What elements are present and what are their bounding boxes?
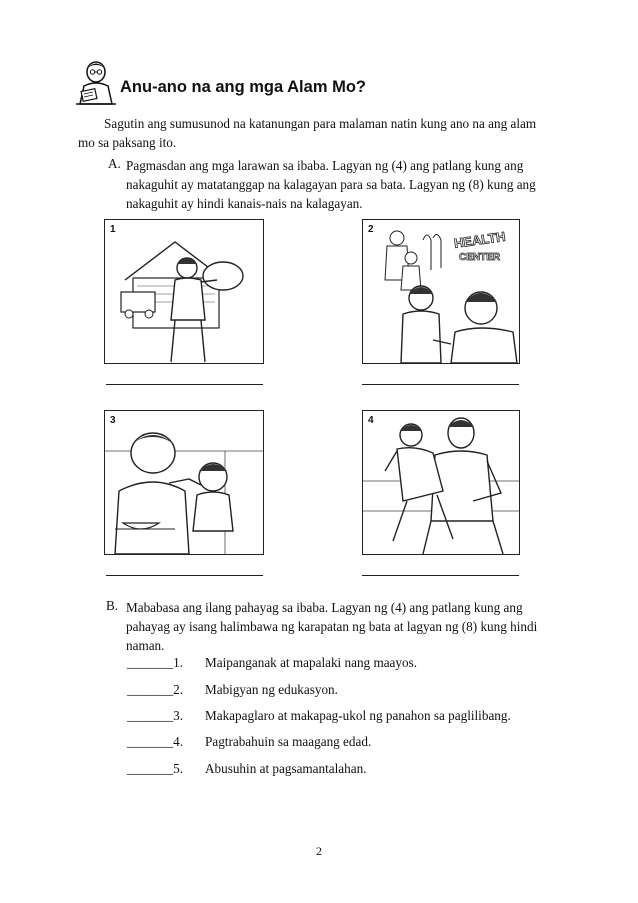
statement-text: Abusuhin at pagsamantalahan. — [205, 761, 367, 776]
picture-3 — [104, 410, 264, 555]
answer-blank[interactable]: _______4. — [127, 734, 184, 749]
picture-4-answer-line[interactable] — [362, 575, 519, 576]
reading-person-icon — [76, 60, 116, 106]
statement-text: Pagtrabahuin sa maagang edad. — [205, 734, 372, 749]
picture-2 — [362, 219, 520, 364]
child-at-health-center-illustration — [363, 220, 519, 363]
picture-3-number: 3 — [110, 415, 116, 426]
statement-text: Mabigyan ng edukasyon. — [205, 682, 338, 697]
section-a-marker: A. — [108, 156, 121, 171]
picture-3-answer-line[interactable] — [106, 575, 263, 576]
center-sign-text: CENTER — [459, 252, 501, 263]
picture-1 — [104, 219, 264, 364]
intro-paragraph: Sagutin ang sumusunod na katanungan para malaman natin kung ano na ang alam mo sa paksang ito. — [78, 116, 537, 150]
answer-blank[interactable]: _______2. — [127, 682, 184, 697]
answer-blank[interactable]: _______1. — [127, 655, 184, 670]
picture-1-number: 1 — [110, 224, 116, 235]
page-number: 2 — [316, 844, 322, 858]
statement-text: Makapaglaro at makapag-ukol ng panahon sa paglilibang. — [205, 708, 511, 723]
picture-2-number: 2 — [368, 224, 374, 235]
section-b-marker: B. — [106, 598, 119, 613]
page-title: Anu-ano na ang mga Alam Mo? — [120, 78, 366, 96]
mother-feeding-child-illustration — [105, 411, 263, 554]
picture-4 — [362, 410, 520, 555]
child-carrying-sack-illustration — [105, 220, 263, 363]
health-sign-text: HEALTH — [453, 228, 507, 251]
section-a-instructions: Pagmasdan ang mga larawan sa ibaba. Lagyan ng (4) ang patlang kung ang nakaguhit ay matatanggap na kalagayan para sa bata. Lagyan ng (8) kung ang nakaguhit ay hindi kanais-nais na kalagayan. — [126, 158, 536, 211]
picture-2-answer-line[interactable] — [362, 384, 519, 385]
answer-blank[interactable]: _______5. — [127, 761, 184, 776]
man-hurting-child-illustration — [363, 411, 519, 554]
section-b-instructions: Mababasa ang ilang pahayag sa ibaba. Lagyan ng (4) ang patlang kung ang pahayag ay isang halimbawa ng karapatan ng bata at lagyan ng (8) kung hindi naman. — [126, 600, 538, 653]
answer-blank[interactable]: _______3. — [127, 708, 184, 723]
statement-text: Maipanganak at mapalaki nang maayos. — [205, 655, 418, 670]
picture-1-answer-line[interactable] — [106, 384, 263, 385]
picture-4-number: 4 — [368, 415, 374, 426]
